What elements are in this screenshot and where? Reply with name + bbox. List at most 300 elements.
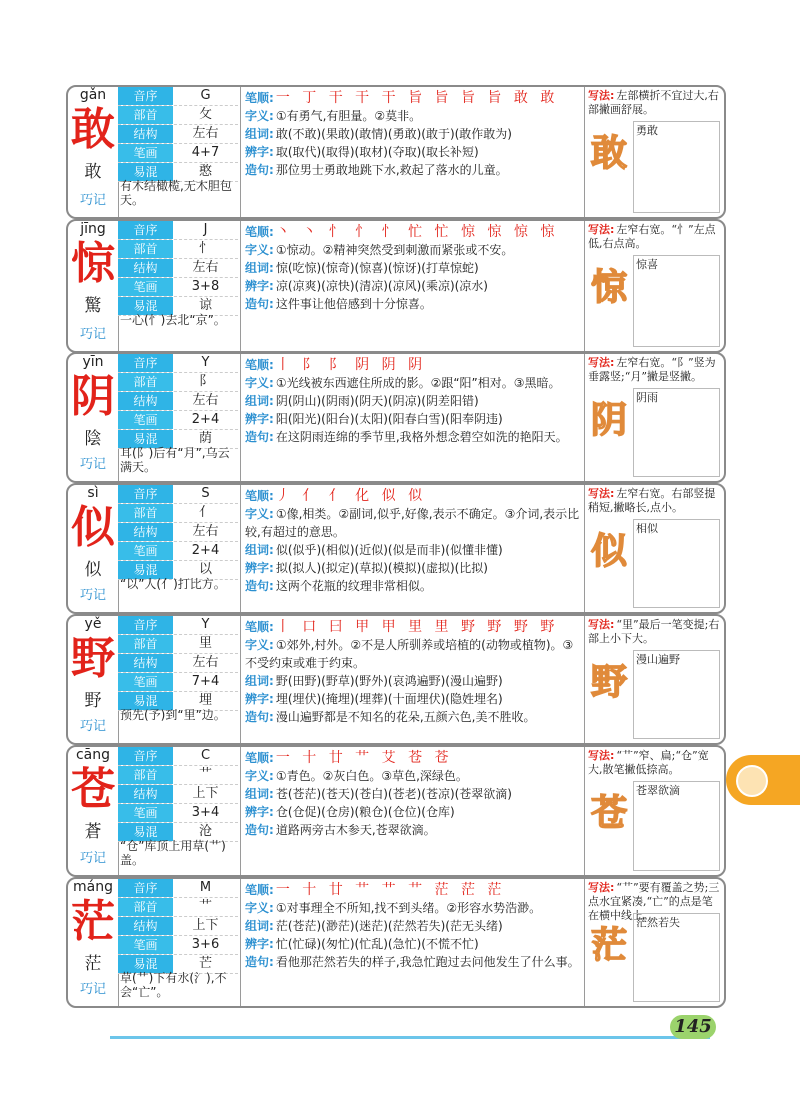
prop-row: [118, 240, 238, 259]
prop-value: 上下: [192, 918, 219, 933]
prop-value: 4+7: [191, 145, 220, 160]
words-line: [245, 917, 584, 935]
outline-character: 敢: [590, 132, 627, 174]
prop-row: [118, 144, 238, 163]
strokes-text: 丶 丶 忄 忄 忄 忙 忙 惊 惊 惊 惊: [275, 224, 559, 240]
words-label: 组词:: [245, 261, 274, 275]
pinyin: sì: [87, 485, 99, 501]
words-text: 苍(苍茫)(苍天)(苍白)(苍老)(苍凉)(苍翠欲滴): [275, 787, 512, 801]
char-card: [66, 877, 726, 1008]
distinguish-line: [245, 410, 584, 428]
words-label: 组词:: [245, 543, 274, 557]
prop-value: Y: [201, 355, 210, 370]
prop-key: 音序: [118, 485, 173, 503]
distinguish-text: 凉(凉爽)(凉快)(清凉)(凉风)(乘凉)(凉水): [275, 279, 488, 293]
strokes-label: 笔顺:: [245, 91, 274, 105]
prop-key: 易混: [118, 823, 173, 841]
properties: [118, 747, 238, 842]
traditional-character: 驚: [84, 296, 102, 316]
words-text: 野(田野)(野草)(野外)(哀鸿遍野)(漫山遍野): [275, 674, 503, 688]
strokes-line: [245, 487, 584, 505]
writing-panel: [585, 879, 724, 1006]
main-character: 阴: [71, 371, 115, 422]
sentence-line: [245, 577, 584, 595]
meaning-line: [245, 374, 584, 392]
prop-key: 易混: [118, 163, 173, 181]
memo-text: “以”人(亻)打比方。: [120, 577, 226, 591]
prop-row: [118, 259, 238, 278]
writing-panel: [585, 485, 724, 612]
words-line: [245, 541, 584, 559]
sentence-label: 造句:: [245, 579, 274, 593]
strokes-label: 笔顺:: [245, 489, 274, 503]
details: [240, 354, 585, 481]
char-column: [68, 87, 119, 217]
prop-key: 结构: [118, 523, 173, 541]
meaning-label: 字义:: [245, 901, 274, 915]
char-card: [66, 614, 726, 745]
details: [240, 879, 585, 1006]
strokes-label: 笔顺:: [245, 620, 274, 634]
footer-line: [110, 1036, 710, 1039]
sentence-label: 造句:: [245, 823, 274, 837]
distinguish-label: 辨字:: [245, 145, 274, 159]
distinguish-label: 辨字:: [245, 805, 274, 819]
char-card: [66, 745, 726, 877]
prop-value: 上下: [192, 786, 219, 801]
prop-value: 埋: [198, 693, 212, 708]
memo-label: 巧记: [79, 588, 106, 603]
distinguish-label: 辨字:: [245, 412, 274, 426]
distinguish-text: 取(取代)(取得)(取材)(夺取)(取长补短): [275, 145, 479, 159]
properties: [118, 879, 238, 974]
sentence-label: 造句:: [245, 955, 274, 969]
illustration-caption: 茫然若失: [636, 916, 680, 929]
distinguish-label: 辨字:: [245, 692, 274, 706]
distinguish-label: 辨字:: [245, 561, 274, 575]
memo-text: “仓”库顶上用草(艹)盖。: [120, 839, 226, 867]
prop-row: [118, 278, 238, 297]
writing-label: 写法:: [588, 356, 615, 369]
illustration-caption: 惊喜: [636, 258, 658, 271]
meaning-line: [245, 505, 584, 541]
prop-key: 部首: [118, 635, 173, 653]
prop-key: 笔画: [118, 144, 173, 162]
traditional-character: 蒼: [84, 822, 102, 842]
strokes-line: [245, 881, 584, 899]
main-character: 野: [71, 633, 115, 684]
prop-row: [118, 221, 238, 240]
meaning-line: [245, 636, 584, 672]
writing-tip: [585, 354, 724, 386]
writing-panel: [585, 354, 724, 481]
memo-label: 巧记: [79, 719, 106, 734]
char-card: [66, 483, 726, 614]
prop-row: [118, 125, 238, 144]
distinguish-line: [245, 559, 584, 577]
prop-value: 攵: [198, 107, 212, 122]
distinguish-text: 阳(阳光)(阳台)(太阳)(阳春白雪)(阳奉阴违): [275, 412, 503, 426]
words-text: 敢(不敢)(果敢)(敢情)(勇敢)(敢于)(敢作敢为): [275, 127, 512, 141]
writing-panel: [585, 616, 724, 743]
sentence-line: [245, 953, 584, 971]
distinguish-text: 埋(埋伏)(掩埋)(埋葬)(十面埋伏)(隐姓埋名): [275, 692, 503, 706]
strokes-line: [245, 618, 584, 636]
outline-character: 似: [590, 530, 627, 572]
details: [240, 87, 585, 217]
prop-value: 里: [198, 636, 212, 651]
details: [240, 221, 585, 351]
prop-row: [118, 87, 238, 106]
prop-value: 忄: [198, 241, 212, 256]
char-column: [68, 879, 119, 1006]
illustration-caption: 漫山遍野: [636, 653, 680, 666]
memo-text: 草(艹)下有水(氵),不会“亡”。: [120, 971, 227, 999]
sentence-text: 在这阴雨连绵的季节里,我格外想念碧空如洗的艳阳天。: [275, 430, 568, 444]
prop-value: 艹: [198, 767, 212, 782]
meaning-text: ①青色。②灰白色。③草色,深绿色。: [275, 769, 468, 783]
strokes-text: 丨 口 曰 甲 甲 里 里 野 野 野 野: [275, 619, 559, 635]
prop-key: 部首: [118, 373, 173, 391]
prop-row: [118, 354, 238, 373]
writing-tip: [585, 87, 724, 119]
prop-key: 笔画: [118, 278, 173, 296]
writing-label: 写法:: [588, 223, 615, 236]
words-line: [245, 672, 584, 690]
char-column: [68, 616, 119, 743]
prop-value: 左右: [192, 393, 219, 408]
traditional-character: 茫: [84, 954, 102, 974]
strokes-label: 笔顺:: [245, 883, 274, 897]
outline-character: 野: [590, 661, 627, 703]
prop-key: 笔画: [118, 804, 173, 822]
sentence-text: 道路两旁古木参天,苍翠欲滴。: [275, 823, 436, 837]
memo-label: 巧记: [79, 851, 106, 866]
strokes-text: 一 丁 干 干 干 旨 旨 旨 旨 敢 敢: [275, 90, 559, 106]
sentence-line: [245, 295, 584, 313]
char-column: [68, 485, 119, 612]
meaning-text: ①惊动。②精神突然受到刺激而紧张或不安。: [275, 243, 514, 257]
words-text: 阴(阴山)(阴雨)(阴天)(阴凉)(阴差阳错): [275, 394, 479, 408]
memo-label: 巧记: [79, 327, 106, 342]
prop-key: 音序: [118, 879, 173, 897]
writing-label: 写法:: [588, 881, 615, 894]
prop-key: 结构: [118, 259, 173, 277]
prop-row: [118, 392, 238, 411]
memo-label: 巧记: [79, 982, 106, 997]
words-text: 茫(苍茫)(渺茫)(迷茫)(茫然若失)(茫无头绪): [275, 919, 503, 933]
illustration: [633, 781, 720, 871]
prop-value: 憨: [198, 164, 212, 179]
char-card: [66, 85, 726, 219]
writing-text: 左窄右宽。“阝”竖为垂露竖;“月”撇是竖撇。: [588, 356, 716, 383]
prop-row: [118, 917, 238, 936]
char-column: [68, 221, 119, 351]
prop-value: 左右: [192, 524, 219, 539]
memo-text: 一心(忄)去北“京”。: [120, 313, 226, 327]
memo-label: 巧记: [79, 457, 106, 472]
prop-key: 音序: [118, 616, 173, 634]
meaning-label: 字义:: [245, 507, 274, 521]
meaning-text: ①对事理全不所知,找不到头绪。②形容水势浩渺。: [275, 901, 542, 915]
meaning-label: 字义:: [245, 638, 274, 652]
writing-text: 左部横折不宜过大,右部撇画舒展。: [588, 89, 719, 116]
meaning-text: ①光线被东西遮住所成的影。②跟“阳”相对。③黑暗。: [275, 376, 561, 390]
words-label: 组词:: [245, 787, 274, 801]
prop-key: 结构: [118, 917, 173, 935]
prop-value: 左右: [192, 126, 219, 141]
prop-row: [118, 654, 238, 673]
prop-key: 部首: [118, 106, 173, 124]
sentence-line: [245, 428, 584, 446]
words-text: 惊(吃惊)(惊奇)(惊喜)(惊讶)(打草惊蛇): [275, 261, 479, 275]
words-line: [245, 259, 584, 277]
distinguish-text: 仓(仓促)(仓房)(粮仓)(仓位)(仓库): [275, 805, 455, 819]
prop-value: M: [199, 880, 212, 895]
sentence-line: [245, 708, 584, 726]
prop-value: 左右: [192, 260, 219, 275]
prop-key: 笔画: [118, 411, 173, 429]
char-column: [68, 747, 119, 875]
prop-row: [118, 785, 238, 804]
prop-key: 易混: [118, 692, 173, 710]
prop-value: J: [203, 222, 208, 237]
prop-row: [118, 373, 238, 392]
writing-text: “艹”窄、扁;“仓”宽大,散笔撇低捺高。: [588, 749, 709, 776]
prop-row: [118, 616, 238, 635]
main-character: 敢: [71, 104, 115, 155]
traditional-character: 野: [84, 691, 102, 711]
properties: [118, 616, 238, 711]
sentence-text: 这件事让他倍感到十分惊喜。: [275, 297, 432, 311]
sentence-line: [245, 821, 584, 839]
writing-tip: [585, 747, 724, 779]
distinguish-line: [245, 277, 584, 295]
pinyin: gǎn: [79, 87, 107, 103]
prop-value: S: [201, 486, 210, 501]
distinguish-line: [245, 690, 584, 708]
writing-tip: [585, 221, 724, 253]
words-label: 组词:: [245, 919, 274, 933]
distinguish-text: 忙(忙碌)(匆忙)(忙乱)(急忙)(不慌不忙): [275, 937, 479, 951]
properties: [118, 485, 238, 580]
prop-value: 3+4: [191, 805, 220, 820]
details: [240, 485, 585, 612]
sentence-text: 看他那茫然若失的样子,我急忙跑过去问他发生了什么事。: [275, 955, 580, 969]
writing-label: 写法:: [588, 487, 615, 500]
writing-label: 写法:: [588, 89, 615, 102]
meaning-line: [245, 241, 584, 259]
words-label: 组词:: [245, 127, 274, 141]
strokes-label: 笔顺:: [245, 751, 274, 765]
strokes-text: 丨 阝 阝 阴 阴 阴: [275, 357, 427, 373]
words-line: [245, 785, 584, 803]
prop-key: 结构: [118, 392, 173, 410]
illustration-caption: 勇敢: [636, 124, 658, 137]
prop-value: 沧: [198, 824, 212, 839]
words-line: [245, 125, 584, 143]
prop-row: [118, 936, 238, 955]
strokes-label: 笔顺:: [245, 358, 274, 372]
prop-key: 部首: [118, 766, 173, 784]
distinguish-text: 拟(拟人)(拟定)(草拟)(模拟)(虚拟)(比拟): [275, 561, 488, 575]
prop-key: 部首: [118, 898, 173, 916]
illustration-caption: 相似: [636, 522, 658, 535]
outline-character: 阴: [590, 399, 627, 441]
meaning-line: [245, 767, 584, 785]
prop-value: Y: [201, 617, 210, 632]
writing-tip: [585, 485, 724, 517]
traditional-character: 似: [84, 560, 102, 580]
meaning-label: 字义:: [245, 376, 274, 390]
prop-key: 易混: [118, 430, 173, 448]
page-number: 145: [670, 1015, 716, 1039]
prop-value: 谅: [198, 298, 212, 313]
illustration-caption: 苍翠欲滴: [636, 784, 680, 797]
prop-row: [118, 747, 238, 766]
traditional-character: 陰: [84, 429, 102, 449]
strokes-label: 笔顺:: [245, 225, 274, 239]
writing-panel: [585, 87, 724, 217]
prop-value: 7+4: [191, 674, 220, 689]
prop-row: [118, 106, 238, 125]
prop-row: [118, 879, 238, 898]
sentence-line: [245, 161, 584, 179]
main-character: 茫: [71, 896, 115, 947]
prop-value: 荫: [198, 431, 212, 446]
prop-value: C: [200, 748, 211, 763]
writing-tip: [585, 616, 724, 648]
strokes-line: [245, 223, 584, 241]
strokes-text: 一 十 廿 艹 艾 苍 苍: [275, 750, 453, 766]
prop-key: 易混: [118, 297, 173, 315]
pinyin: cāng: [75, 747, 111, 763]
prop-row: [118, 485, 238, 504]
prop-key: 笔画: [118, 673, 173, 691]
prop-value: 左右: [192, 655, 219, 670]
writing-text: “里”最后一笔变提;右部上小下大。: [588, 618, 720, 645]
prop-key: 结构: [118, 125, 173, 143]
meaning-label: 字义:: [245, 109, 274, 123]
prop-value: 艹: [198, 899, 212, 914]
prop-key: 笔画: [118, 542, 173, 560]
main-character: 似: [71, 502, 115, 553]
meaning-line: [245, 899, 584, 917]
distinguish-label: 辨字:: [245, 937, 274, 951]
meaning-text: ①有勇气,有胆量。②莫非。: [275, 109, 422, 123]
writing-text: 左窄右宽。“忄”左点低,右点高。: [588, 223, 716, 250]
char-card: [66, 219, 726, 353]
prop-value: G: [200, 88, 211, 103]
properties: [118, 87, 238, 182]
words-line: [245, 392, 584, 410]
meaning-label: 字义:: [245, 243, 274, 257]
writing-text: “艹”要有覆盖之势;三点水宜紧凑,“亡”的点是笔在横中线上。: [588, 881, 720, 922]
strokes-text: 一 十 廿 艹 艹 艹 茫 茫 茫: [275, 882, 506, 898]
prop-key: 部首: [118, 240, 173, 258]
words-label: 组词:: [245, 394, 274, 408]
pinyin: yīn: [82, 354, 104, 370]
prop-value: 3+6: [191, 937, 220, 952]
details: [240, 747, 585, 875]
illustration: [633, 913, 720, 1002]
meaning-label: 字义:: [245, 769, 274, 783]
prop-key: 结构: [118, 785, 173, 803]
words-text: 似(似乎)(相似)(近似)(似是而非)(似懂非懂): [275, 543, 503, 557]
prop-row: [118, 635, 238, 654]
details: [240, 616, 585, 743]
mascot-icon: [736, 765, 768, 797]
prop-value: 芒: [198, 956, 212, 971]
prop-value: 阝: [198, 374, 212, 389]
prop-value: 3+8: [191, 279, 220, 294]
prop-row: [118, 411, 238, 430]
illustration: [633, 650, 720, 739]
distinguish-line: [245, 143, 584, 161]
memo-text: 有木结橄榄,无木胆包天。: [120, 179, 232, 207]
prop-row: [118, 673, 238, 692]
prop-key: 音序: [118, 747, 173, 765]
prop-key: 部首: [118, 504, 173, 522]
prop-value: 亻: [198, 505, 212, 520]
writing-panel: [585, 747, 724, 875]
char-column: [68, 354, 119, 481]
illustration-caption: 阴雨: [636, 391, 658, 404]
words-label: 组词:: [245, 674, 274, 688]
sentence-label: 造句:: [245, 430, 274, 444]
illustration: [633, 388, 720, 477]
prop-key: 易混: [118, 561, 173, 579]
prop-row: [118, 804, 238, 823]
sentence-text: 那位男士勇敢地跳下水,救起了落水的儿童。: [275, 163, 508, 177]
char-card: [66, 352, 726, 483]
outline-character: 苍: [590, 792, 627, 834]
main-character: 惊: [71, 238, 115, 289]
sentence-text: 漫山遍野都是不知名的花朵,五颜六色,美不胜收。: [275, 710, 536, 724]
writing-label: 写法:: [588, 618, 615, 631]
pinyin: máng: [73, 879, 113, 895]
memo-text: 预先(予)到“里”边。: [120, 708, 226, 722]
sentence-text: 这两个花瓶的纹理非常相似。: [275, 579, 432, 593]
prop-row: [118, 766, 238, 785]
sentence-label: 造句:: [245, 297, 274, 311]
prop-key: 音序: [118, 354, 173, 372]
prop-value: 2+4: [191, 543, 220, 558]
meaning-text: ①像,相类。②副词,似乎,好像,表示不确定。③介词,表示比较,有超过的意思。: [245, 507, 580, 539]
prop-key: 音序: [118, 87, 173, 105]
distinguish-line: [245, 803, 584, 821]
meaning-text: ①郊外,村外。②不是人所驯养或培植的(动物或植物)。③不受约束或难于约束。: [245, 638, 574, 670]
strokes-line: [245, 89, 584, 107]
prop-key: 结构: [118, 654, 173, 672]
strokes-text: 丿 亻 亻 化 似 似: [275, 488, 427, 504]
writing-panel: [585, 221, 724, 351]
prop-row: [118, 542, 238, 561]
pinyin: yě: [84, 616, 102, 632]
properties: [118, 221, 238, 316]
illustration: [633, 255, 720, 347]
strokes-line: [245, 749, 584, 767]
outline-character: 惊: [590, 266, 627, 308]
traditional-character: 敢: [84, 162, 102, 182]
writing-label: 写法:: [588, 749, 615, 762]
prop-row: [118, 504, 238, 523]
sentence-label: 造句:: [245, 710, 274, 724]
prop-row: [118, 898, 238, 917]
outline-character: 茫: [590, 924, 627, 966]
strokes-line: [245, 356, 584, 374]
prop-value: 2+4: [191, 412, 220, 427]
